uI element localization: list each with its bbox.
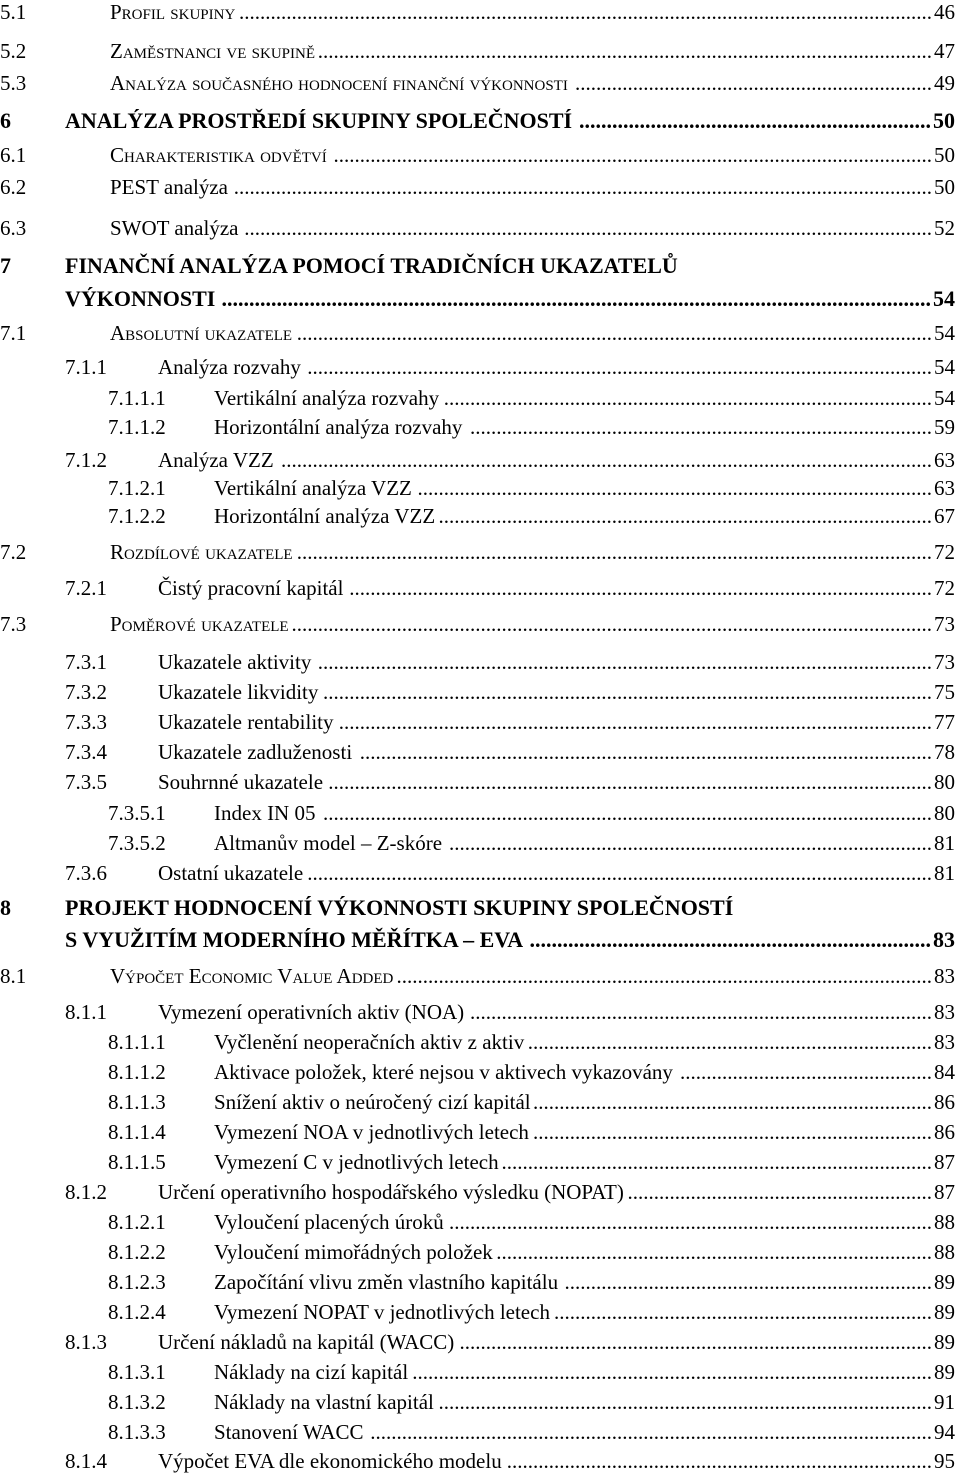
toc-entry-page: 88 [934,1240,955,1264]
toc-leader-dots: ................................................................................................... [412,1362,932,1383]
toc-entry[interactable] [0,383,960,413]
toc-entry[interactable] [0,737,960,767]
toc-entry-title: Snížení aktiv o neúročený cizí kapitál [214,1090,531,1114]
toc-entry-page: 87 [934,1150,955,1174]
toc-entry-page: 73 [934,650,955,674]
toc-entry-page: 72 [934,576,955,600]
toc-entry-page: 94 [934,1420,955,1444]
toc-entry-page: 63 [934,448,955,472]
toc-leader-dots: .......................................................................................... [459,1332,932,1353]
toc-entry-title: Určení nákladů na kapitál (WACC) [158,1330,455,1354]
toc-entry[interactable] [0,893,960,923]
toc-leader-dots: .................................................................................. [501,1152,932,1173]
toc-entry-title: VÝKONNOSTI [65,286,216,311]
toc-entry-number: 7.1.2 [65,448,107,472]
toc-entry-title: Souhrnné ukazatele [158,770,324,794]
toc-entry-title: Ukazatele zadluženosti [158,740,353,764]
toc-leader-dots: .................................................................... [575,73,932,94]
toc-leader-dots: ....................................................................................................................... [307,863,932,884]
toc-entry[interactable] [0,68,960,98]
toc-entry-title: Absolutní ukazatele [110,321,293,345]
toc-entry-number: 7.3.1 [65,650,107,674]
toc-entry[interactable] [0,1177,960,1207]
toc-entry[interactable] [0,1387,960,1417]
toc-entry[interactable] [0,1237,960,1267]
toc-entry-title: Index IN 05 [214,801,316,825]
toc-entry-page: 46 [934,0,955,24]
toc-entry-page: 77 [934,710,955,734]
toc-leader-dots: ................................................................................. [506,1451,932,1472]
toc-leader-dots: ........................................................................................................... [370,1422,932,1443]
toc-entry-number: 6.3 [0,216,27,240]
toc-entry[interactable] [0,647,960,677]
toc-leader-dots: ..................................................................................................................... [317,41,932,62]
toc-entry-title: Výpočet Economic Value Added [110,964,394,988]
toc-entry-page: 78 [934,740,955,764]
toc-entry-page: 83 [934,1000,955,1024]
toc-entry-title: Vymezení operativních aktiv (NOA) [158,1000,465,1024]
toc-entry-title: ANALÝZA PROSTŘEDÍ SKUPINY SPOLEČNOSTÍ [65,108,573,133]
toc-entry-number: 7.3.6 [65,861,107,885]
toc-entry-page: 54 [933,286,955,311]
toc-entry-title: Horizontální analýza rozvahy [214,415,463,439]
toc-entry-number: 8.1.1.3 [108,1090,166,1114]
toc-entry[interactable] [0,284,960,314]
toc-leader-dots: ......................................................................................................................... [296,323,932,344]
toc-leader-dots: ............................................................................. [527,1032,932,1053]
toc-entry-title: Zaměstnanci ve skupině [110,39,315,63]
toc-leader-dots: .................................................................................................................. [333,145,932,166]
toc-entry-page: 83 [934,1030,955,1054]
toc-entry-number: 8.1.2.1 [108,1210,166,1234]
toc-entry-number: 7.3.5.1 [108,801,166,825]
toc-entry-title: Vertikální analýza rozvahy [214,386,440,410]
toc-entry-title: Poměrové ukazatele [110,612,289,636]
toc-entry[interactable] [0,798,960,828]
toc-entry-number: 8.1 [0,964,27,988]
toc-leader-dots: .............................................................................................. [438,1392,932,1413]
toc-entry-title: Vymezení NOA v jednotlivých letech [214,1120,529,1144]
toc-entry[interactable] [0,36,960,66]
toc-leader-dots: .................................................................................................................................... [239,2,932,23]
toc-entry-page: 86 [934,1120,955,1144]
toc-entry[interactable] [0,677,960,707]
toc-entry-number: 7.3 [0,612,27,636]
toc-entry[interactable] [0,609,960,639]
toc-entry-number: 7.2.1 [65,576,107,600]
toc-entry-page: 54 [934,386,955,410]
toc-entry-title: Čistý pracovní kapitál [158,576,344,600]
toc-entry[interactable] [0,1327,960,1357]
toc-entry-number: 8.1.2 [65,1180,107,1204]
toc-entry[interactable] [0,997,960,1027]
toc-entry-number: 7.3.5.2 [108,831,166,855]
toc-entry-title: PROJEKT HODNOCENÍ VÝKONNOSTI SKUPINY SPOLEČNOSTÍ [65,895,734,920]
toc-entry-title: Započítání vlivu změn vlastního kapitálu [214,1270,559,1294]
toc-entry-number: 5.3 [0,71,27,95]
toc-entry-title: Horizontální analýza VZZ [214,504,436,528]
toc-entry-number: 8.1.1 [65,1000,107,1024]
toc-entry[interactable] [0,473,960,503]
toc-entry-title: Ukazatele rentability [158,710,334,734]
toc-leader-dots: .................................................................................................................... [323,803,932,824]
toc-entry-number: 5.2 [0,39,27,63]
toc-leader-dots: ............................................................................................. [443,388,932,409]
toc-entry-title: Určení operativního hospodářského výsledku (NOPAT) [158,1180,624,1204]
toc-entry-page: 72 [934,540,955,564]
toc-entry-title: S VYUŽITÍM MODERNÍHO MĚŘÍTKA – EVA [65,927,524,952]
toc-entry-number: 8.1.1.2 [108,1060,166,1084]
toc-entry-title: Vymezení NOPAT v jednotlivých letech [214,1300,550,1324]
toc-entry-title: Rozdílové ukazatele [110,540,293,564]
toc-entry-title: SWOT analýza [110,216,239,240]
toc-entry-title: Vertikální analýza VZZ [214,476,412,500]
toc-leader-dots: ............................................................................................................... [349,578,932,599]
toc-entry-page: 73 [934,612,955,636]
toc-entry-page: 54 [934,355,955,379]
toc-entry[interactable] [0,352,960,382]
toc-entry-page: 81 [934,861,955,885]
toc-leader-dots: ...................................................................................................... [396,966,932,987]
toc-entry-number: 8.1.4 [65,1449,107,1473]
toc-entry-number: 8.1.2.2 [108,1240,166,1264]
toc-leader-dots: ................................................................................................................... [328,772,932,793]
toc-leader-dots: ............................................................................ [533,1122,932,1143]
toc-entry-number: 7.3.2 [65,680,107,704]
toc-entry-number: 8.1.2.4 [108,1300,166,1324]
toc-leader-dots: .................................................................................................. [417,478,932,499]
toc-entry-title: Vyloučení mimořádných položek [214,1240,493,1264]
toc-leader-dots: ....................................................................................................................... [307,357,932,378]
toc-entry-number: 7.1.2.2 [108,504,166,528]
toc-leader-dots: ................................................................................................................................... [244,218,932,239]
toc-entry-page: 89 [934,1330,955,1354]
toc-entry-number: 7.2 [0,540,27,564]
toc-entry[interactable] [0,1417,960,1447]
toc-entry-page: 47 [934,39,955,63]
toc-entry-page: 83 [934,964,955,988]
toc-entry-page: 83 [933,927,955,952]
toc-entry-page: 54 [934,321,955,345]
toc-entry[interactable] [0,1446,960,1476]
toc-entry-number: 8.1.3.3 [108,1420,166,1444]
toc-entry[interactable] [0,767,960,797]
toc-entry-title: Náklady na cizí kapitál [214,1360,409,1384]
toc-entry-title: Analýza současného hodnocení finanční výkonnosti [110,71,568,95]
toc-entry-title: Altmanův model – Z-skóre [214,831,443,855]
toc-entry-title: Výpočet EVA dle ekonomického modelu [158,1449,502,1473]
toc-entry-number: 7.1.1.1 [108,386,166,410]
toc-leader-dots: .................................................................................................................... [323,682,932,703]
toc-entry-title: Analýza rozvahy [158,355,301,379]
toc-entry[interactable] [0,445,960,475]
toc-entry-number: 7.3.5 [65,770,107,794]
toc-entry-number: 7 [0,253,11,278]
toc-leader-dots: ................................................................................................................. [338,712,932,733]
toc-entry-title: Ostatní ukazatele [158,861,304,885]
toc-entry-number: 7.3.3 [65,710,107,734]
toc-entry-number: 8 [0,895,11,920]
toc-entry-page: 81 [934,831,955,855]
toc-entry-title: Analýza VZZ [158,448,274,472]
toc-entry-number: 8.1.3.2 [108,1390,166,1414]
toc-entry[interactable] [0,1267,960,1297]
toc-entry-page: 86 [934,1090,955,1114]
toc-entry-number: 8.1.1.4 [108,1120,166,1144]
toc-entry-title: Ukazatele likvidity [158,680,319,704]
toc-entry-title: Profil skupiny [110,0,236,24]
toc-entry-number: 8.1.3 [65,1330,107,1354]
toc-entry[interactable] [0,1117,960,1147]
toc-entry-page: 75 [934,680,955,704]
toc-entry[interactable] [0,1357,960,1387]
toc-entry-page: 89 [934,1360,955,1384]
toc-entry-number: 8.1.2.3 [108,1270,166,1294]
toc-entry[interactable] [0,140,960,170]
toc-entry-page: 84 [934,1060,955,1084]
toc-leader-dots: ..................................................................................................................... [317,652,932,673]
toc-entry[interactable] [0,1027,960,1057]
toc-entry-page: 95 [934,1449,955,1473]
toc-entry[interactable] [0,537,960,567]
toc-entry-number: 7.1.1 [65,355,107,379]
toc-entry-page: 89 [934,1300,955,1324]
toc-entry[interactable] [0,251,960,281]
toc-entry-page: 88 [934,1210,955,1234]
toc-leader-dots: ........................................................................ [554,1302,932,1323]
toc-entry-page: 67 [934,504,955,528]
toc-entry-title: Vymezení C v jednotlivých letech [214,1150,499,1174]
toc-leader-dots: ........................................................................................ [470,1002,932,1023]
toc-entry-title: FINANČNÍ ANALÝZA POMOCÍ TRADIČNÍCH UKAZATELŮ [65,253,678,278]
toc-entry[interactable] [0,106,960,136]
toc-leader-dots: ........................................................................................ [470,417,932,438]
toc-entry-page: 89 [934,1270,955,1294]
toc-entry-title: Charakteristika odvětví [110,143,327,167]
toc-entry-number: 8.1.1.1 [108,1030,166,1054]
toc-entry-title: Aktivace položek, které nejsou v aktivech vykazovány [214,1060,673,1084]
toc-entry[interactable] [0,172,960,202]
toc-entry-title: PEST analýza [110,175,229,199]
toc-leader-dots: ......................................................................................................................... [296,542,932,563]
toc-leader-dots: ................................................................ [579,110,931,132]
toc-entry-page: 50 [934,143,955,167]
toc-entry[interactable] [0,1087,960,1117]
toc-entry[interactable] [0,1297,960,1327]
toc-leader-dots: ...................................................................... [564,1272,932,1293]
toc-entry[interactable] [0,573,960,603]
toc-entry-page: 49 [934,71,955,95]
toc-entry-page: 80 [934,770,955,794]
toc-leader-dots: ................................................................................... [496,1242,932,1263]
toc-entry[interactable] [0,318,960,348]
toc-entry[interactable] [0,925,960,955]
toc-leader-dots: .......................................................... [627,1182,932,1203]
toc-entry[interactable] [0,1207,960,1237]
toc-entry-page: 63 [934,476,955,500]
toc-entry-number: 8.1.3.1 [108,1360,166,1384]
toc-entry[interactable] [0,0,960,27]
toc-entry-page: 52 [934,216,955,240]
toc-leader-dots: ............................................................................................ [449,1212,932,1233]
toc-leader-dots: ......................................................................... [529,929,931,951]
toc-entry[interactable] [0,707,960,737]
toc-entry-number: 7.1 [0,321,27,345]
toc-entry[interactable] [0,412,960,442]
toc-entry-number: 6.1 [0,143,27,167]
toc-entry-title: Ukazatele aktivity [158,650,312,674]
toc-leader-dots: ............................................................................................ [449,833,932,854]
toc-entry-page: 87 [934,1180,955,1204]
toc-entry-page: 80 [934,801,955,825]
toc-entry[interactable] [0,213,960,243]
toc-entry-page: 50 [934,175,955,199]
toc-leader-dots: ................................................ [680,1062,932,1083]
toc-entry[interactable] [0,1147,960,1177]
toc-entry[interactable] [0,828,960,858]
toc-entry[interactable] [0,501,960,531]
toc-entry[interactable] [0,961,960,991]
toc-entry-number: 7.3.4 [65,740,107,764]
toc-entry-title: Náklady na vlastní kapitál [214,1390,434,1414]
toc-entry-page: 91 [934,1390,955,1414]
toc-entry-number: 5.1 [0,0,27,24]
toc-leader-dots: ..................................................................................................................................... [233,177,932,198]
toc-leader-dots: ............................................................................ [533,1092,932,1113]
toc-entry-number: 7.1.1.2 [108,415,166,439]
toc-leader-dots: ............................................................................................................................ [281,450,932,471]
toc-entry-title: Stanovení WACC [214,1420,364,1444]
toc-entry-number: 6.2 [0,175,27,199]
toc-entry-number: 7.1.2.1 [108,476,166,500]
toc-entry-title: Vyloučení placených úroků [214,1210,444,1234]
toc-entry-page: 59 [934,415,955,439]
toc-entry-title: Vyčlenění neoperačních aktiv z aktiv [214,1030,525,1054]
toc-leader-dots: .......................................................................................................................... [291,614,932,635]
toc-entry-number: 8.1.1.5 [108,1150,166,1174]
toc-entry-page: 50 [933,108,955,133]
toc-leader-dots: ............................................................................................................. [359,742,932,763]
toc-entry[interactable] [0,1057,960,1087]
toc-entry[interactable] [0,858,960,888]
toc-leader-dots: ................................................................................................................................. [221,288,931,310]
toc-entry-number: 6 [0,108,11,133]
toc-leader-dots: .............................................................................................. [438,506,932,527]
